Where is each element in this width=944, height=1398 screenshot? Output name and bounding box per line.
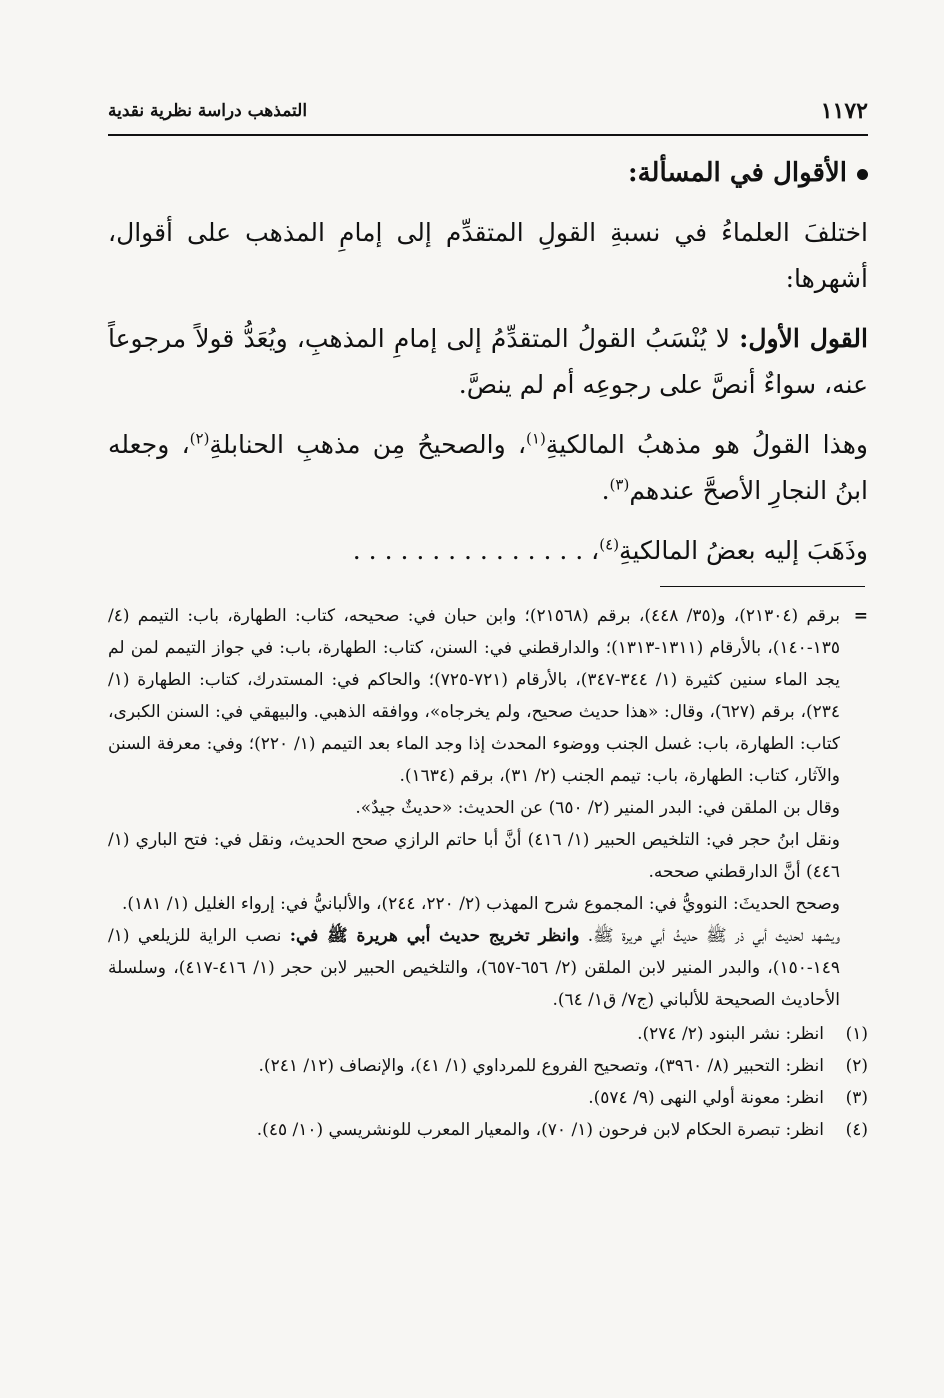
schools-text-b: ، والصحيحُ مِن مذهبِ الحنابلةِ (209, 430, 527, 459)
footnote-rule (660, 586, 865, 587)
section-heading-text: الأقوال في المسألة: (628, 158, 847, 188)
footnote-text: انظر: معونة أولي النهى (٩/ ٥٧٤). (588, 1088, 824, 1108)
footnote-text: انظر: التحبير (٨/ ٣٩٦٠)، وتصحيح الفروع للمرداوي (١/ ٤١)، والإنصاف (١٢/ ٢٤١). (258, 1056, 824, 1076)
witness-sources: نصب الراية للزيلعي (١/ ١٤٩-١٥٠)، والبدر المنير لابن الملقن (٢/ ٦٥٦-٦٥٧)، والتلخيص الحبير لابن حجر (١/ ٤١٦-٤١٧)، وسلسلة الأحاديث الصحيحة للألباني (ج٧/ ق١/ ٦٤). (108, 926, 840, 1010)
bullet-icon (857, 169, 868, 180)
first-view-paragraph (108, 316, 868, 408)
cont-paragraph-1: برقم (٢١٣٠٤)، و(٣٥/ ٤٤٨)، برقم (٢١٥٦٨)؛ وابن حبان في: صحيحه، كتاب: الطهارة، باب: التيمم (٤/ ١٣٥-١٤٠)، بالأرقام (١٣١١-١٣١٣)؛ والدارقطني في: السنن، كتاب: الطهارة، باب: في جواز التيمم لمن لم يجد الماء سنين كثيرة (١/ ٣٤٤-٣٤٧)، بالأرقام (٧٢١-٧٢٥)؛ والحاكم في: المستدرك، كتاب: الطهارة (١/ ٢٣٤)، برقم (٦٢٧)، وقال: «هذا حديث صحيح، ولم يخرجاه»، ووافقه الذهبي. والبيهقي في: السنن الكبرى، كتاب: الطهارة، باب: غسل الجنب ووضوء المحدث إذا وجد الماء بعد التيمم (١/ ٢٢٠)؛ وفي: معرفة السنن والآثار، كتاب: الطهارة، باب: تيمم الجنب (٢/ ٣١)، برقم (١٦٣٤). (108, 606, 841, 786)
first-view-lead: القول الأول: (739, 324, 868, 353)
schools-text-c: ، وجعله ابنُ النجارِ الأصحَّ عندهم (108, 430, 868, 505)
footnote-4 (108, 1114, 868, 1146)
footnote-number: (٤) (845, 1120, 868, 1140)
first-view-text: لا يُنْسَبُ القولُ المتقدِّمُ إلى إمامِ المذهبِ، ويُعَدُّ قولاً مرجوعاً عنه، سواءٌ أنصَّ على رجوعِه أم لم ينصَّ. (108, 324, 868, 399)
page-number: ١١٧٢ (820, 98, 868, 124)
cont-paragraph-2: وقال بن الملقن في: البدر المنير (٢/ ٦٥٠) عن الحديث: «حديثٌ جيدٌ». (355, 798, 840, 818)
cont-paragraph-5 (108, 920, 840, 1016)
footnote-number: (٣) (845, 1088, 868, 1108)
schools-text-d: . (601, 476, 610, 505)
running-title: التمذهب دراسة نظرية نقدية (108, 101, 308, 121)
maliki-paragraph (108, 528, 868, 574)
page-header (108, 96, 868, 126)
witness-text: ويشهد لحديث أبي ذر ﷺ حديثُ أبي هريرة ﷺ. (587, 926, 841, 946)
schools-paragraph (108, 422, 868, 514)
footnote-text: انظر: تبصرة الحكام لابن فرحون (١/ ٧٠)، والمعيار المعرب للونشريسي (١٠/ ٤٥). (256, 1120, 824, 1140)
footnote-text: انظر: نشر البنود (٢/ ٢٧٤). (637, 1024, 824, 1044)
main-text (108, 150, 868, 588)
maliki-text-b: ، . . . . . . . . . . . . . . . (352, 536, 600, 565)
footnote-1 (108, 1018, 868, 1050)
footnote-ref-3[interactable]: (٣) (609, 475, 630, 494)
footnote-3 (108, 1082, 868, 1114)
footnote-number: (١) (845, 1024, 868, 1044)
continuation-mark: = (853, 606, 868, 626)
cont-paragraph-3: ونقل ابنُ حجر في: التلخيص الحبير (١/ ٤١٦) أنَّ أبا حاتم الرازي صحح الحديث، ونقل في: فتح الباري (١/ ٤٤٦) أنَّ الدارقطني صححه. (108, 830, 841, 882)
continued-footnote (108, 600, 868, 1016)
footnote-ref-4[interactable]: (٤) (599, 535, 620, 554)
header-rule (108, 134, 868, 136)
footnote-ref-2[interactable]: (٢) (189, 429, 210, 448)
witness-heading: وانظر تخريج حديث أبي هريرة ﷺ في: (289, 926, 580, 946)
footnote-list (108, 1018, 868, 1146)
section-heading (108, 150, 868, 196)
schools-text-a: وهذا القولُ هو مذهبُ المالكيةِ (545, 430, 868, 459)
cont-paragraph-4: وصحح الحديثَ: النوويُّ في: المجموع شرح المهذب (٢/ ٢٢٠، ٢٤٤)، والألبانيُّ في: إرواء الغليل (١/ ١٨١). (121, 894, 840, 914)
footnote-number: (٢) (845, 1056, 868, 1076)
intro-paragraph (108, 210, 868, 302)
maliki-text-a: وذَهَبَ إليه بعضُ المالكيةِ (619, 536, 868, 565)
footnote-2 (108, 1050, 868, 1082)
footnotes-area (108, 600, 868, 1146)
footnote-ref-1[interactable]: (١) (526, 429, 546, 448)
intro-text: اختلفَ العلماءُ في نسبةِ القولِ المتقدِّم إلى إمامِ المذهب على أقوال، أشهرها: (108, 218, 868, 293)
